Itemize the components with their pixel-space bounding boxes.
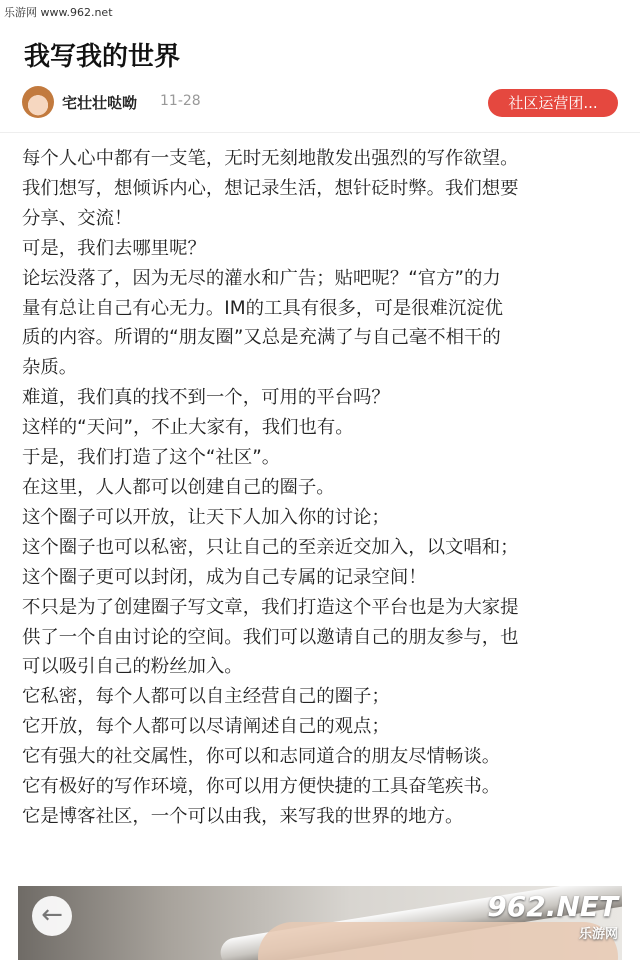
paragraph-line: 它有强大的社交属性，你可以和志同道合的朋友尽情畅谈。: [22, 746, 501, 768]
paragraph-line: 它是博客社区，一个可以由我，来写我的世界的地方。: [22, 805, 464, 827]
paragraph-line: 这个圈子更可以封闭，成为自己专属的记录空间！: [22, 566, 427, 588]
paragraph-line: 难道，我们真的找不到一个，可用的平台吗？: [22, 387, 390, 409]
paragraph-line: 于是，我们打造了这个“社区”。: [22, 447, 281, 469]
paragraph-line: 论坛没落了，因为无尽的灌水和广告；贴吧呢？“官方”的力: [22, 267, 501, 289]
paragraph-line: 杂质。: [22, 357, 78, 379]
paragraph-line: 质的内容。所谓的“朋友圈”又总是充满了与自己毫不相干的: [22, 327, 501, 349]
article-title: 我写我的世界: [24, 42, 181, 72]
paragraph-line: 可以吸引自己的粉丝加入。: [22, 656, 243, 678]
article-body: [22, 144, 622, 832]
paragraph-line: 供了一个自由讨论的空间。我们可以邀请自己的朋友参与，也: [22, 626, 519, 648]
paragraph-line: 这个圈子也可以私密，只让自己的至亲近交加入，以文唱和；: [22, 536, 519, 558]
article-image: [18, 886, 622, 960]
paragraph-line: 我们想写，想倾诉内心，想记录生活，想针砭时弊。我们想要: [22, 177, 519, 199]
paragraph-line: 它开放，每个人都可以尽请阐述自己的观点；: [22, 716, 390, 738]
arrow-left-icon: ←: [41, 900, 63, 930]
author-name[interactable]: 宅壮壮哒呦: [62, 94, 138, 112]
paragraph-line: 不只是为了创建圈子写文章，我们打造这个平台也是为大家提: [22, 596, 519, 618]
paragraph-line: 分享、交流！: [22, 207, 133, 229]
paragraph-line: 它私密，每个人都可以自主经营自己的圈子；: [22, 686, 390, 708]
paragraph-line: 这个圈子可以开放，让天下人加入你的讨论；: [22, 506, 390, 528]
avatar[interactable]: [22, 86, 54, 118]
paragraph-line: 在这里，人人都可以创建自己的圈子。: [22, 476, 335, 498]
site-logo: 962.NET 乐游网: [487, 890, 618, 942]
paragraph-line: 这样的“天问”，不止大家有，我们也有。: [22, 417, 354, 439]
paragraph-line: 可是，我们去哪里呢？: [22, 237, 206, 259]
divider: [0, 132, 640, 133]
author-row: [22, 86, 618, 120]
back-button[interactable]: [32, 896, 72, 936]
community-badge[interactable]: 社区运营团...: [488, 89, 618, 117]
post-date: 11-28: [160, 93, 201, 109]
paragraph-line: 量有总让自己有心无力。IM的工具有很多，可是很难沉淀优: [22, 297, 504, 319]
paragraph-line: 它有极好的写作环境，你可以用方便快捷的工具奋笔疾书。: [22, 776, 501, 798]
paragraph-line: 每个人心中都有一支笔，无时无刻地散发出强烈的写作欲望。: [22, 148, 519, 169]
site-watermark: 乐游网 www.962.net: [4, 6, 113, 19]
